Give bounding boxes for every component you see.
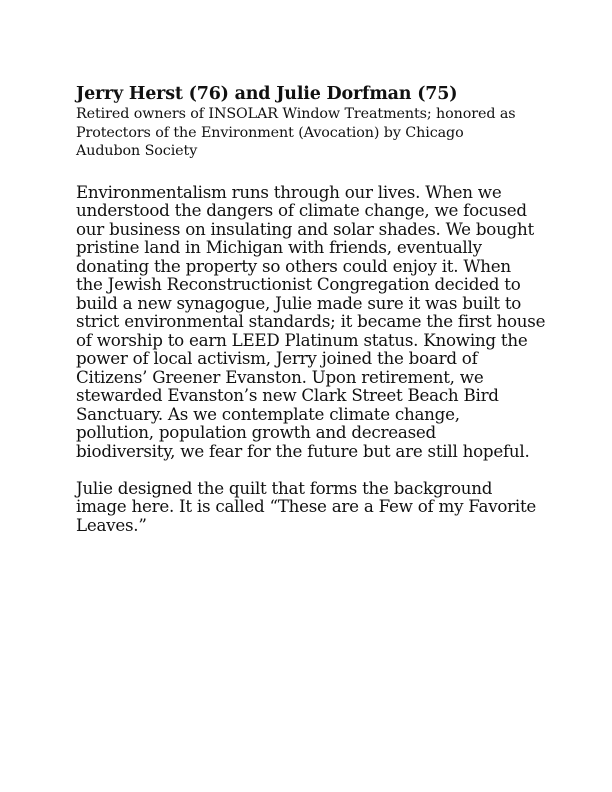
paragraph-line: biodiversity, we fear for the future but are still hopeful. — [76, 440, 530, 461]
paragraph-line: strict environmental standards; it became the first house — [76, 311, 546, 331]
page-subtitle — [76, 105, 546, 161]
document-page — [76, 83, 546, 534]
paragraph-line: power of local activism, Jerry joined the board of — [76, 348, 478, 368]
paragraph-line: Environmentalism runs through our lives. When we — [76, 181, 502, 202]
body-paragraph-2 — [76, 479, 546, 535]
subtitle-line: Audubon Society — [76, 143, 198, 159]
paragraph-line: donating the property so others could enjoy it. When — [76, 255, 511, 276]
paragraph-line: pollution, population growth and decreased — [76, 422, 436, 442]
paragraph-line: stewarded Evanston’s new Clark Street Beach Bird — [76, 385, 499, 405]
paragraph-line: the Jewish Reconstructionist Congregation decided to — [76, 274, 521, 294]
paragraph-line: Julie designed the quilt that forms the background — [76, 477, 493, 498]
body-paragraph-1 — [76, 183, 546, 461]
paragraph-line: image here. It is called “These are a Few of my Favorite — [76, 496, 537, 516]
paragraph-line: pristine land in Michigan with friends, eventually — [76, 237, 482, 257]
page-title: Jerry Herst (76) and Julie Dorfman (75) — [76, 84, 458, 104]
paragraph-line: our business on insulating and solar shades. We bought — [76, 218, 534, 239]
paragraph-line: Leaves.” — [76, 514, 147, 535]
subtitle-line: Retired owners of INSOLAR Window Treatments; honored as — [76, 106, 516, 122]
paragraph-line: Sanctuary. As we contemplate climate change, — [76, 403, 460, 424]
paragraph-line: understood the dangers of climate change, we focused — [76, 200, 527, 220]
paragraph-line: build a new synagogue, Julie made sure it was built to — [76, 292, 522, 313]
subtitle-line: Protectors of the Environment (Avocation) by Chicago — [76, 124, 464, 141]
paragraph-line: of worship to earn LEED Platinum status. Knowing the — [76, 329, 528, 350]
paragraph-line: Citizens’ Greener Evanston. Upon retirement, we — [76, 366, 484, 387]
